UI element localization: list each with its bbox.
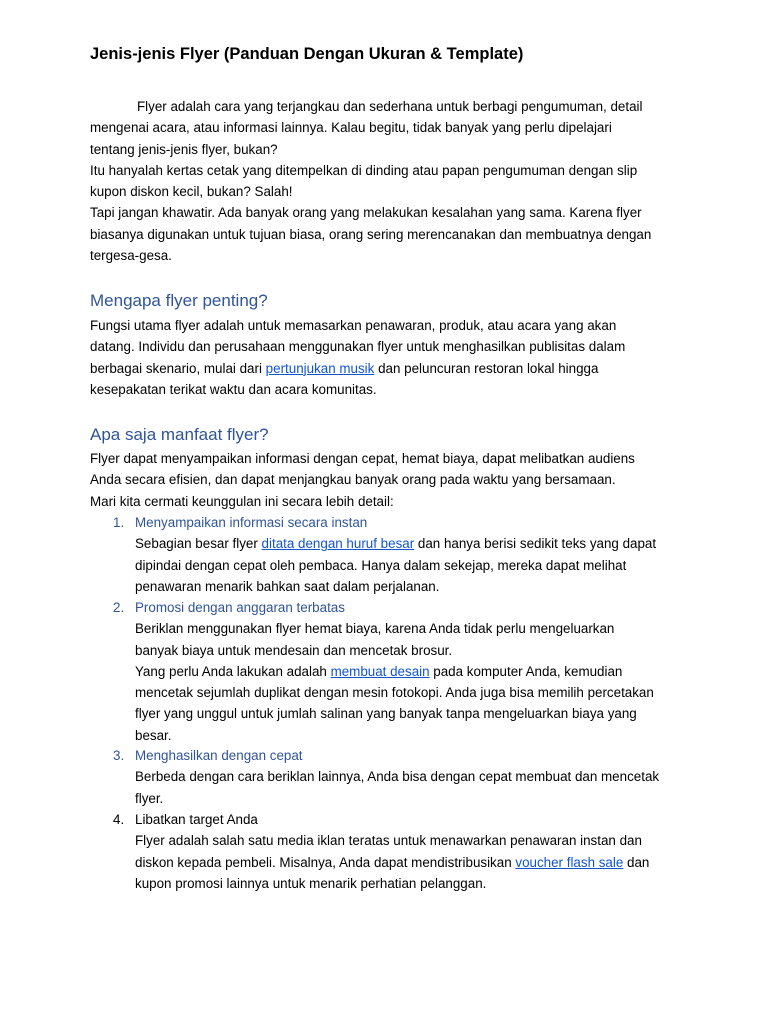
list-item-line: flyer. [135, 790, 164, 806]
section1-line [90, 358, 680, 379]
link-voucher-flash-sale[interactable]: voucher flash sale [515, 854, 624, 870]
list-item-4 [90, 809, 680, 894]
list-item-title: Menghasilkan dengan cepat [135, 748, 303, 763]
list-item-line [135, 533, 680, 554]
list-item-line: dipindai dengan cepat oleh pembaca. Hanya dalam sekejap, mereka dapat melihat [135, 557, 627, 573]
intro-line: tergesa-gesa. [90, 248, 172, 264]
text-fragment: Yang perlu Anda lakukan adalah [135, 663, 331, 679]
section2-line: Flyer dapat menyampaikan informasi dengan cepat, hemat biaya, dapat melibatkan audiens [90, 451, 635, 466]
list-item-line: Flyer adalah salah satu media iklan teratas untuk menawarkan penawaran instan dan [135, 833, 642, 849]
list-item-line: Berbeda dengan cara beriklan lainnya, Anda bisa dengan cepat membuat dan mencetak [135, 769, 660, 785]
intro-line: mengenai acara, atau informasi lainnya. Kalau begitu, tidak banyak yang perlu dipelajari [90, 120, 612, 136]
list-number: 1. [113, 515, 125, 530]
link-large-font-layout[interactable]: ditata dengan huruf besar [261, 536, 415, 552]
text-fragment: berbagai skenario, mulai dari [90, 360, 266, 376]
text-fragment: dan peluncuran restoran lokal hingga [374, 360, 599, 376]
text-fragment: Sebagian besar flyer [135, 536, 262, 552]
document-title: Jenis-jenis Flyer (Panduan Dengan Ukuran & Template) [90, 45, 524, 63]
section-heading-benefits: Apa saja manfaat flyer? [90, 425, 269, 444]
link-music-performance[interactable]: pertunjukan musik [265, 360, 375, 376]
list-item-title: Libatkan target Anda [135, 812, 258, 827]
text-fragment: pada komputer Anda, kemudian [429, 663, 623, 679]
list-item-title: Menyampaikan informasi secara instan [135, 515, 368, 530]
list-item-3 [90, 745, 680, 809]
list-item-title: Promosi dengan anggaran terbatas [135, 600, 345, 615]
section2-line: Anda secara efisien, dan dapat menjangkau banyak orang pada waktu yang bersamaan. [90, 472, 616, 488]
intro-line: kupon diskon kecil, bukan? Salah! [90, 184, 293, 200]
list-item-2 [90, 597, 680, 746]
list-item-line [135, 661, 680, 682]
section1-line: kesepakatan terikat waktu dan acara komunitas. [90, 381, 377, 397]
section2-intro [90, 448, 680, 512]
text-fragment: dan [623, 854, 650, 870]
intro-line: Flyer adalah cara yang terjangkau dan sederhana untuk berbagi pengumuman, detail [137, 99, 643, 114]
text-fragment: dan hanya berisi sedikit teks yang dapat [414, 536, 657, 552]
list-item-line [135, 852, 680, 873]
intro-line: Itu hanyalah kertas cetak yang ditempelkan di dinding atau papan pengumuman dengan slip [90, 162, 638, 178]
list-item-line: flyer yang unggul untuk jumlah salinan yang banyak tanpa mengeluarkan biaya yang [135, 706, 637, 722]
section1-paragraph [90, 315, 680, 400]
list-item-line: penawaran menarik bahkan saat dalam perjalanan. [135, 578, 440, 594]
intro-line: biasanya digunakan untuk tujuan biasa, orang sering merencanakan dan membuatnya dengan [90, 226, 652, 242]
list-item-line: kupon promosi lainnya untuk menarik perhatian pelanggan. [135, 875, 487, 891]
section2-line: Mari kita cermati keunggulan ini secara lebih detail: [90, 493, 394, 509]
list-number: 4. [113, 812, 125, 827]
list-item-line: Beriklan menggunakan flyer hemat biaya, karena Anda tidak perlu mengeluarkan [135, 621, 615, 637]
list-item-line: besar. [135, 727, 172, 743]
section-heading-why-flyer: Mengapa flyer penting? [90, 291, 268, 310]
intro-line: tentang jenis-jenis flyer, bukan? [90, 141, 278, 157]
list-number: 3. [113, 748, 125, 763]
list-item-line: mencetak sejumlah duplikat dengan mesin fotokopi. Anda juga bisa memilih percetakan [135, 685, 654, 701]
link-create-design[interactable]: membuat desain [330, 663, 430, 679]
intro-line: Tapi jangan khawatir. Ada banyak orang yang melakukan kesalahan yang sama. Karena flyer [90, 205, 642, 221]
intro-paragraph [90, 96, 680, 266]
list-number: 2. [113, 600, 125, 615]
section1-line: datang. Individu dan perusahaan menggunakan flyer untuk menghasilkan publisitas dalam [90, 339, 626, 355]
list-item-1 [90, 512, 680, 597]
section1-line: Fungsi utama flyer adalah untuk memasarkan penawaran, produk, atau acara yang akan [90, 318, 617, 333]
text-fragment: diskon kepada pembeli. Misalnya, Anda dapat mendistribusikan [135, 854, 516, 870]
list-item-line: banyak biaya untuk mendesain dan mencetak brosur. [135, 642, 453, 658]
